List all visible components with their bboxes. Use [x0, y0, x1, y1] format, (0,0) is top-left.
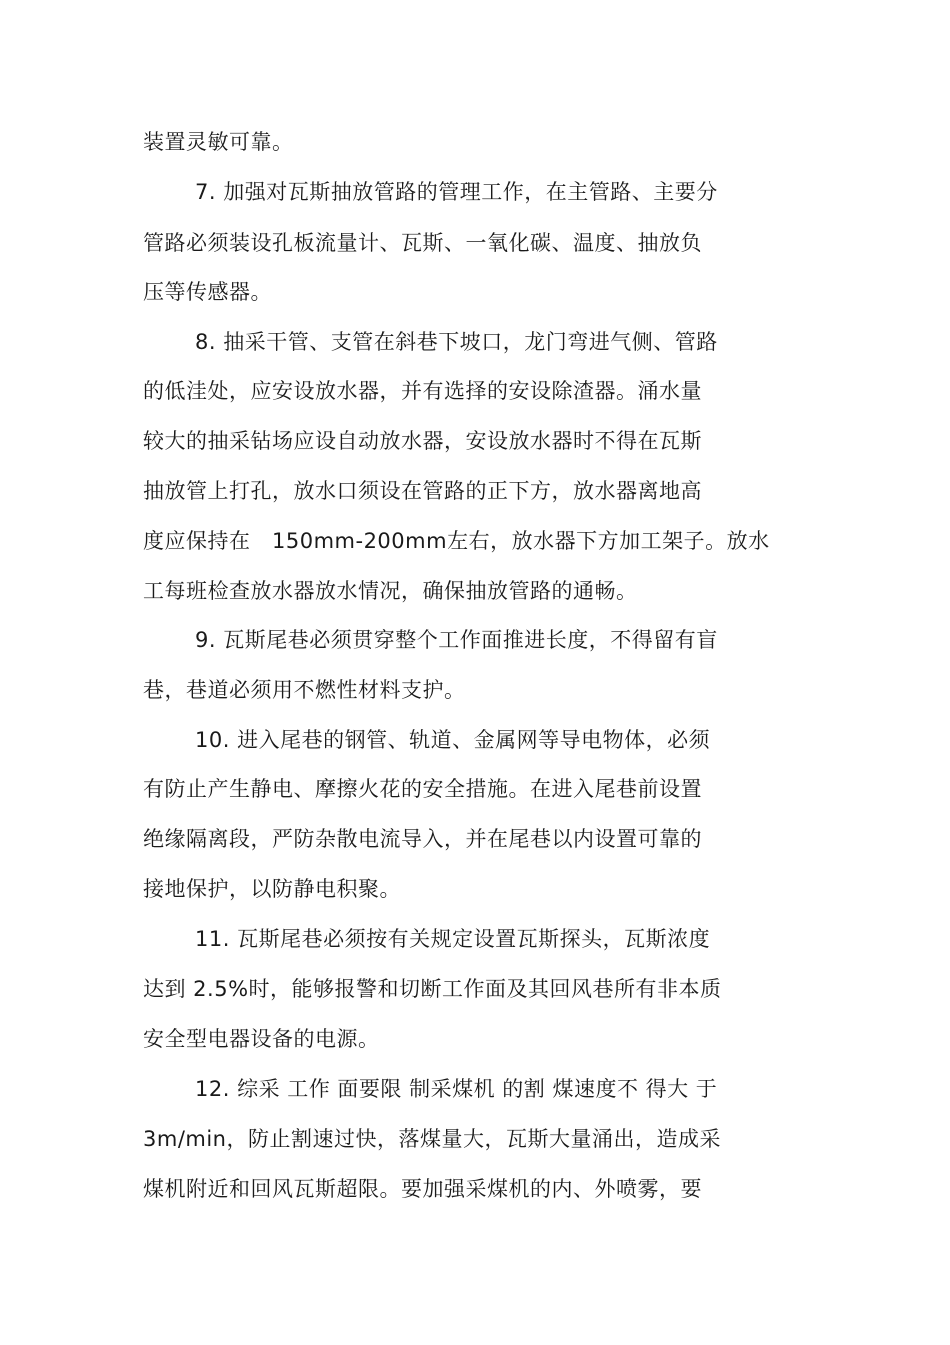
- text-line: 管路必须装设孔板流量计、瓦斯、一氧化碳、温度、抽放负: [143, 231, 702, 255]
- paragraph-12-start: 12. 综采 工作 面要限 制采煤机 的割 煤速度不 得大 于: [195, 1077, 718, 1101]
- text-line: 安全型电器设备的电源。: [143, 1027, 380, 1051]
- text-line: 3m/min，防止割速过快，落煤量大，瓦斯大量涌出，造成采: [143, 1127, 721, 1151]
- text-line: 接地保护，以防静电积聚。: [143, 877, 401, 901]
- text-line: 煤机附近和回风瓦斯超限。要加强采煤机的内、外喷雾，要: [143, 1177, 702, 1201]
- text-line: 抽放管上打孔，放水口须设在管路的正下方，放水器离地高: [143, 479, 702, 503]
- paragraph-7-start: 7. 加强对瓦斯抽放管路的管理工作，在主管路、主要分: [195, 180, 718, 204]
- text-line: 绝缘隔离段，严防杂散电流导入，并在尾巷以内设置可靠的: [143, 827, 702, 851]
- paragraph-8-start: 8. 抽采干管、支管在斜巷下坡口，龙门弯进气侧、管路: [195, 330, 718, 354]
- text-line: 较大的抽采钻场应设自动放水器，安设放水器时不得在瓦斯: [143, 429, 702, 453]
- paragraph-9-start: 9. 瓦斯尾巷必须贯穿整个工作面推进长度，不得留有盲: [195, 628, 718, 652]
- text-line: 度应保持在 150mm-200mm左右，放水器下方加工架子。放水: [143, 529, 770, 553]
- text-line: 巷，巷道必须用不燃性材料支护。: [143, 678, 466, 702]
- text-line: 工每班检查放水器放水情况，确保抽放管路的通畅。: [143, 579, 638, 603]
- paragraph-10-start: 10. 进入尾巷的钢管、轨道、金属网等导电物体，必须: [195, 728, 711, 752]
- text-line: 装置灵敏可靠。: [143, 130, 294, 154]
- text-line: 达到 2.5%时，能够报警和切断工作面及其回风巷所有非本质: [143, 977, 722, 1001]
- paragraph-11-start: 11. 瓦斯尾巷必须按有关规定设置瓦斯探头，瓦斯浓度: [195, 927, 711, 951]
- text-line: 的低洼处，应安设放水器，并有选择的安设除渣器。涌水量: [143, 379, 702, 403]
- text-line: 压等传感器。: [143, 280, 272, 304]
- text-line: 有防止产生静电、摩擦火花的安全措施。在进入尾巷前设置: [143, 777, 702, 801]
